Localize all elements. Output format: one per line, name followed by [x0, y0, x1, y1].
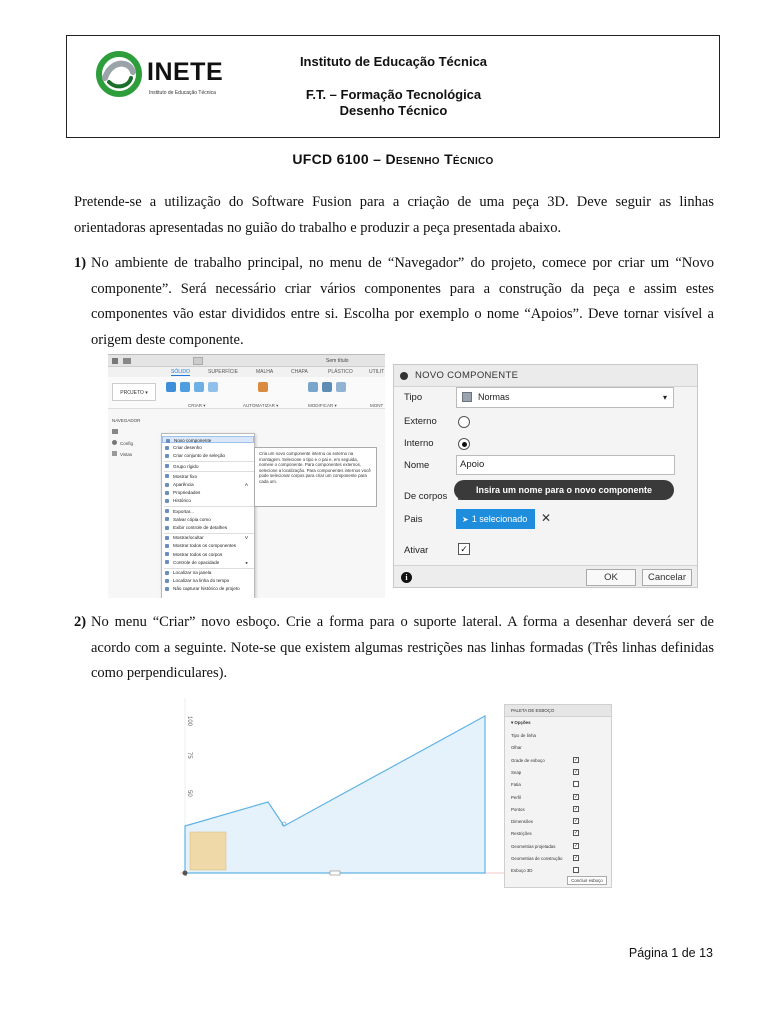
context-menu-item[interactable]: [162, 497, 254, 504]
context-menu-item[interactable]: [162, 551, 254, 558]
palette-option-label: Grade de esboço: [511, 757, 545, 763]
app-titlebar: [108, 355, 385, 367]
palette-option-checkbox[interactable]: ✓: [574, 855, 579, 861]
menu-item-label: Não capturar histórico de projeto: [173, 586, 240, 592]
palette-option-checkbox[interactable]: ✓: [574, 818, 579, 825]
pais-value: 1 selecionado: [471, 514, 528, 524]
dimension-marker: [330, 871, 340, 875]
intro-paragraph: Pretende-se a utilização do Software Fusion para a criação de uma peça 3D. Deve seguir as linhas orientadoras apresentadas no guião do trabalho e produzir a peça presentada abaixo.: [74, 194, 714, 236]
axis-label-50: 50: [186, 790, 192, 797]
palette-option-label: Perfil: [511, 794, 522, 800]
interno-radio[interactable]: [458, 438, 470, 450]
context-menu-item[interactable]: [162, 508, 254, 515]
revolve-icon[interactable]: [194, 382, 204, 392]
palette-option-label: Fatia: [511, 782, 521, 788]
palette-option-checkbox[interactable]: ✓: [574, 805, 579, 812]
gear-icon: [112, 440, 117, 445]
menu-item-label: Localizar na linha do tempo: [173, 578, 230, 584]
doc-name: Sem título: [326, 358, 349, 364]
menu-item-icon: [165, 517, 169, 521]
menu-item-icon: [165, 552, 169, 556]
menu-item-icon: [165, 454, 169, 458]
palette-option-row[interactable]: [505, 730, 611, 742]
palette-option-row[interactable]: [505, 841, 611, 853]
palette-option-label: Tipo de linha: [511, 733, 536, 738]
dialog-titlebar: [394, 365, 697, 387]
palette-option-row[interactable]: [505, 767, 611, 779]
menu-item-label: Mostrar/ocultar: [173, 535, 204, 541]
logo-swirl-icon: [95, 50, 147, 98]
menu-item-icon: [165, 560, 169, 564]
menu-item-label: Controle de opacidade: [173, 559, 220, 565]
menu-item-label: Criar conjunto de seleção: [173, 453, 226, 459]
palette-option-checkbox[interactable]: ✓: [574, 830, 579, 837]
step-number: 1): [74, 255, 87, 271]
new-component-icon[interactable]: [166, 382, 176, 392]
tipo-label: Tipo: [404, 392, 423, 403]
new-component-dialog: [393, 364, 698, 588]
institute-name: Instituto de Educação Técnica: [299, 54, 488, 69]
menu-item-label: Mostrar fixo: [173, 473, 197, 479]
home-icon: [193, 357, 203, 365]
document-header: [66, 35, 720, 138]
menu-item-icon: [165, 544, 169, 548]
group-montar[interactable]: MONT: [370, 403, 384, 408]
palette-title: PALETA DE ESBOÇO: [511, 708, 555, 713]
context-menu-item[interactable]: [162, 444, 254, 451]
menu-item-icon: [165, 464, 169, 468]
clear-selection-icon[interactable]: ✕: [541, 511, 552, 525]
context-tooltip: Cria um novo componente interno ou externo na montagem. Selecione o tipo e o pai e, em seguida, nomeie o componente. Para componentes externos, selecione a localização. Para componentes internos você pode selecionar corpos para criar um componente para cada um.: [254, 447, 377, 507]
palette-option-row[interactable]: [505, 804, 611, 816]
fillet-icon[interactable]: [322, 382, 332, 392]
nav-vistas[interactable]: [112, 451, 164, 459]
automate-icon[interactable]: [258, 382, 268, 392]
logo-word: INETE: [147, 58, 224, 86]
tab-utilit[interactable]: UTILIT: [369, 369, 385, 375]
info-icon[interactable]: i: [401, 572, 412, 583]
menu-item-label: Grupo rígido: [173, 463, 199, 469]
context-menu-item[interactable]: [162, 524, 254, 531]
menu-item-label: Exibir controle de detalhes: [173, 525, 228, 530]
navigator-header: [112, 418, 164, 426]
palette-option-label: Snap: [511, 769, 522, 775]
context-menu-item[interactable]: [162, 516, 254, 523]
course-name: F.T. – Formação Tecnológica: [305, 87, 482, 102]
menu-item-label: Salvar cópia como: [173, 516, 211, 522]
menu-item-shortcut: A: [244, 482, 248, 487]
context-menu-item[interactable]: [162, 473, 254, 480]
menu-item-label: Exportar...: [173, 508, 194, 514]
palette-option-label: Olhar: [511, 745, 522, 751]
dialog-footer: [394, 565, 697, 588]
menu-item-icon: [165, 587, 169, 591]
palette-option-label: Pontos: [511, 806, 525, 812]
step-number: 2): [74, 614, 87, 630]
tab-plastico[interactable]: PLÁSTICO: [328, 369, 353, 375]
palette-option-row[interactable]: [505, 828, 611, 840]
menu-item-icon: [165, 491, 169, 495]
file-icon: [123, 358, 131, 364]
tab-malha[interactable]: MALHA: [256, 369, 274, 375]
finish-sketch-button[interactable]: Concluir esboço: [567, 876, 607, 885]
context-menu-item[interactable]: [162, 452, 254, 459]
project-button[interactable]: PROJETO ▾: [112, 383, 156, 401]
palette-option-checkbox[interactable]: ✓: [574, 842, 579, 849]
menu-item-icon: [165, 579, 169, 583]
nav-vistas-label: Vistas: [120, 452, 133, 457]
ok-button[interactable]: OK: [586, 569, 636, 586]
collapse-icon[interactable]: [400, 372, 408, 380]
palette-option-checkbox[interactable]: ✓: [574, 756, 579, 763]
menu-item-label: Aparência: [173, 482, 194, 487]
axis-label-100: 100: [186, 716, 192, 727]
nome-label: Nome: [404, 460, 430, 471]
palette-option-row[interactable]: [505, 755, 611, 767]
options-label: ▾ Opções: [511, 720, 531, 725]
document-title: UFCD 6100 – Desenho Técnico: [292, 151, 494, 167]
ribbon-tabs: [108, 367, 385, 377]
page-number: Página 1 de 13: [628, 946, 713, 960]
chamfer-icon[interactable]: [336, 382, 346, 392]
tipo-value: Normas: [478, 392, 510, 402]
fusion-navigator-screenshot: [108, 354, 385, 598]
context-menu-item[interactable]: [162, 569, 254, 576]
menu-item-icon: [165, 483, 169, 487]
group-criar[interactable]: CRIAR ▾: [188, 403, 206, 408]
dialog-title: NOVO COMPONENTE: [415, 370, 519, 381]
context-menu-item[interactable]: [162, 542, 254, 549]
menu-item-label: Histórico: [173, 498, 191, 504]
context-menu-item[interactable]: [162, 585, 254, 592]
menu-item-label: Criar desenho: [173, 445, 202, 451]
pais-selection-button[interactable]: [456, 509, 535, 529]
nav-config[interactable]: [112, 440, 164, 448]
context-menu-item[interactable]: [162, 463, 254, 470]
palette-option-label: Geometrias projetadas: [511, 843, 556, 849]
context-menu-item[interactable]: [162, 481, 254, 488]
menu-item-icon: [165, 536, 169, 540]
step-2: [74, 610, 714, 687]
profile-rectangle: [190, 832, 226, 870]
menu-item-shortcut: V: [244, 535, 248, 541]
chevron-down-icon: ▾: [662, 393, 667, 402]
step-text: No ambiente de trabalho principal, no menu de “Navegador” do projeto, comece por criar um “Novo componente”. Será necessário criar vários componentes para a construção da peça e assim estes componentes vão estar divididos entre si. Escolha por exemplo o nome “Apoios”. Deve tornar visível a origem deste componente.: [91, 255, 714, 348]
navigator-panel: [108, 413, 164, 483]
context-menu-item[interactable]: [162, 534, 254, 541]
name-tooltip: Insira um nome para o novo componente: [454, 480, 674, 500]
tipo-select[interactable]: [456, 387, 674, 408]
palette-option-checkbox[interactable]: ✓: [574, 768, 579, 775]
folder-icon: [112, 451, 117, 456]
palette-option-label: Geometrias de construção: [511, 856, 563, 861]
grid-icon: [112, 358, 118, 364]
logo-subtext: Instituto de Educação Técnica: [149, 90, 216, 96]
palette-option-checkbox[interactable]: ✓: [574, 793, 579, 800]
menu-item-icon: [165, 571, 169, 575]
menu-item-icon: [165, 499, 169, 503]
menu-item-label: Mostrar todos os componentes: [173, 543, 237, 549]
palette-option-row[interactable]: [505, 792, 611, 804]
palette-option-label: Restrições: [511, 831, 532, 837]
tab-solido[interactable]: SÓLIDO: [171, 369, 190, 375]
menu-item-icon: [165, 474, 169, 478]
palette-option-row[interactable]: [505, 742, 611, 754]
tab-superficie[interactable]: SUPERFÍCIE: [208, 369, 239, 375]
component-cube-icon: [462, 392, 472, 402]
nav-root[interactable]: [112, 429, 164, 437]
axis-label-75: 75: [186, 752, 192, 759]
press-pull-icon[interactable]: [308, 382, 318, 392]
interno-label: Interno: [404, 438, 434, 449]
externo-radio[interactable]: [458, 416, 470, 428]
inete-logo: [95, 50, 235, 98]
context-menu: [161, 433, 255, 598]
ribbon-toolbar: [108, 377, 385, 409]
menu-item-label: Propriedades: [173, 490, 201, 496]
menu-item-label: Novo componente: [174, 438, 212, 443]
context-menu-item[interactable]: [162, 489, 254, 496]
menu-item-label: Mostrar todos os corpos: [173, 551, 223, 557]
extrude-icon[interactable]: [180, 382, 190, 392]
navigator-title: NAVEGADOR: [112, 418, 141, 423]
step-text: No menu “Criar” novo esboço. Crie a forma para o suporte lateral. A forma a desenhar deverá ser de acordo com a seguinte. Note-se que existem algumas restrições nas linhas formadas (Três linhas definidas como perpendiculares).: [91, 614, 714, 681]
eye-icon: [112, 429, 118, 434]
context-menu-item[interactable]: [162, 559, 254, 566]
palette-title-row: [505, 705, 611, 717]
palette-option-row[interactable]: [505, 779, 611, 791]
menu-item-icon: [165, 526, 169, 530]
menu-item-icon: [165, 509, 169, 513]
sweep-icon[interactable]: [208, 382, 218, 392]
externo-label: Externo: [404, 416, 437, 427]
group-automatizar[interactable]: AUTOMATIZAR ▾: [243, 403, 279, 408]
ativar-label: Ativar: [404, 545, 429, 556]
tab-chapa[interactable]: CHAPA: [291, 369, 308, 375]
de-corpos-label: De corpos: [404, 491, 448, 502]
palette-option-row[interactable]: [505, 853, 611, 865]
ativar-checkbox[interactable]: ✓: [458, 543, 470, 555]
pais-label: Pais: [404, 514, 423, 525]
palette-option-row[interactable]: [505, 816, 611, 828]
palette-option-label: Esboço 3D: [511, 868, 533, 874]
context-menu-item[interactable]: [162, 577, 254, 584]
palette-option-label: Dimensões: [511, 819, 533, 825]
sketch-canvas: [180, 698, 504, 890]
step-1: [74, 251, 714, 353]
cancel-button[interactable]: Cancelar: [642, 569, 692, 586]
palette-option-checkbox[interactable]: [573, 781, 579, 787]
subject-name: Desenho Técnico: [339, 103, 448, 118]
palette-option-checkbox[interactable]: [573, 867, 579, 873]
cursor-icon: ➤: [462, 515, 469, 524]
sketch-screenshot: [180, 698, 614, 890]
menu-item-shortcut: ▸: [245, 559, 248, 565]
palette-options-header[interactable]: [505, 717, 611, 729]
menu-item-label: Localizar na janela: [173, 570, 212, 575]
nav-config-label: Config: [120, 441, 134, 446]
origin-point: [183, 871, 188, 876]
nome-input[interactable]: Apoio: [456, 455, 675, 475]
menu-item-icon: [166, 439, 170, 443]
sketch-palette: [504, 704, 612, 888]
sketch-profile: [185, 716, 485, 873]
menu-item-icon: [165, 446, 169, 450]
context-menu-item[interactable]: [162, 436, 254, 443]
group-modificar[interactable]: MODIFICAR ▾: [308, 403, 337, 408]
